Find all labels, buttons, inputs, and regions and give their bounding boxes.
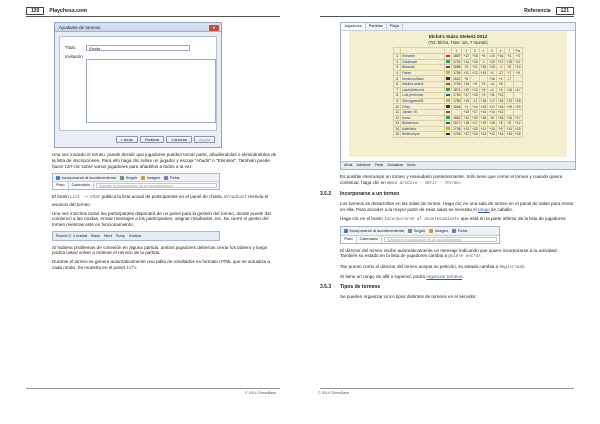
- result-cell: +7: [505, 70, 514, 76]
- image-icon: [429, 229, 433, 233]
- text: .: [136, 265, 138, 271]
- text: Los torneos se desarrollan en las salas de torneo. Haga clic en una sala de torneo en el panel de salas para entrar en ella. Para acceder a la mayor parte de esas salas se necesita el: [340, 200, 574, 212]
- text: Haga clic en el botón: [340, 215, 385, 221]
- result-cell: +11: [463, 70, 469, 75]
- player-name: Belneneum: [401, 121, 445, 127]
- result-cell: +18: [514, 98, 521, 103]
- sorry-button[interactable]: Sorry: [115, 233, 126, 239]
- result-cell: +10: [489, 126, 495, 131]
- result-cell: +10: [472, 87, 478, 92]
- event-toolbar: [52, 173, 220, 190]
- rank-cell: 8: [394, 93, 401, 99]
- tab-players[interactable]: Jugadores: [341, 23, 366, 30]
- result-cell: =1: [488, 87, 497, 93]
- header-title: Referencia: [524, 7, 551, 14]
- crosstable-title: Elch4's Suizo Stelenz 2012: [428, 34, 488, 39]
- rank-cell: 1: [394, 54, 401, 60]
- column-header: 2: [462, 48, 471, 54]
- tab-playa[interactable]: Pláya: [387, 23, 404, 30]
- follow-button[interactable]: [120, 175, 137, 180]
- text: El director del torneo recibe automáticamente un mensaje indicando que quiere incorporarse a la actividad. También su estado en la lista de jugadores cambia a: [340, 247, 558, 259]
- header-rule: [320, 16, 574, 17]
- title-row: [65, 45, 190, 51]
- next-button[interactable]: Next: [103, 233, 112, 239]
- close-icon[interactable]: ✕: [209, 25, 219, 31]
- elo-cell: 1572: [453, 121, 461, 126]
- result-cell: +5: [513, 70, 522, 76]
- result-cell: +17: [463, 93, 470, 98]
- rank-cell: 2: [394, 59, 401, 65]
- rank-cell: 14: [395, 126, 400, 131]
- dialog-body: [59, 36, 217, 131]
- round-status: Round 2, 1 restart: [56, 233, 88, 239]
- result-cell: +6: [479, 54, 488, 60]
- result-cell: +10: [472, 132, 478, 137]
- result-cell: +13: [506, 98, 512, 103]
- join-icon: [56, 176, 60, 180]
- result-cell: +14: [497, 132, 504, 137]
- title-label: Título: [65, 45, 76, 51]
- result-cell: +1: [496, 76, 505, 82]
- result-cell: +11: [489, 93, 495, 98]
- text: reenvía el anuncio del torneo.: [52, 194, 269, 207]
- result-cell: +13: [463, 126, 470, 131]
- rank-cell: 11: [395, 110, 399, 115]
- result-cell: +16: [506, 87, 512, 92]
- text: de caballo.: [489, 206, 514, 212]
- page-content: [52, 22, 280, 276]
- toolbar-row: [341, 227, 499, 234]
- result-cell: +11: [472, 65, 478, 70]
- paragraph: [320, 174, 576, 187]
- text: El botón: [52, 194, 71, 200]
- rank-cell: 12: [395, 115, 400, 120]
- dialog-titlebar: [55, 23, 221, 32]
- column-header: 7: [505, 48, 514, 54]
- result-cell: +3: [505, 54, 514, 60]
- text: Tan pronto como el director del torneo acepta su petición, su estado cambia a: [340, 263, 500, 269]
- player-name: Jordan 15: [401, 109, 445, 115]
- flag-icon: [446, 111, 450, 114]
- player-name: Bellerumpre: [401, 132, 445, 138]
- profile-icon: [164, 176, 168, 180]
- elo-cell: 1706: [453, 82, 461, 87]
- profile-label: Ficha: [169, 174, 180, 180]
- result-cell: +20: [472, 126, 478, 131]
- flag-icon: [446, 88, 450, 91]
- tournament-wizard-dialog: [54, 22, 222, 148]
- result-cell: =3: [488, 81, 497, 87]
- request-input[interactable]: Solicitar la incorporación en un acontecimiento: [384, 237, 497, 242]
- result-cell: -17: [498, 70, 503, 75]
- player-name: Fritzy: [401, 104, 445, 110]
- section-number: 3.5.3: [320, 284, 332, 291]
- crosstable: [393, 47, 522, 138]
- text: Durante el torneo se genera automáticamente una tabla de resultados en formato HTML que se actualiza a cada ronda. Se muestra en el panel: [52, 259, 270, 271]
- result-cell: +5: [505, 65, 514, 71]
- flag-icon: [446, 133, 450, 136]
- player-name: Luis-performer: [401, 93, 445, 99]
- toolbar-tabs: [53, 181, 219, 189]
- rank-cell: 7: [394, 87, 401, 93]
- code-text: Broadcast: [224, 196, 247, 201]
- paragraph: [52, 259, 280, 272]
- table-row: [394, 132, 522, 138]
- paragraph: [320, 248, 576, 261]
- result-cell: +12: [497, 93, 504, 98]
- profile-button[interactable]: [164, 175, 179, 180]
- cancel-button[interactable]: Cancelar: [166, 136, 192, 143]
- section-title: Incorporarse a un torneo: [340, 191, 400, 198]
- result-cell: +19: [506, 104, 512, 109]
- result-cell: +18: [472, 54, 478, 59]
- player-name: Maibilistic: [401, 126, 445, 132]
- flag-icon: [446, 105, 450, 108]
- elo-cell: 1862: [453, 115, 461, 120]
- result-cell: +3: [496, 87, 505, 93]
- page-header: [26, 6, 280, 16]
- result-cell: +17: [497, 59, 504, 64]
- forward-button[interactable]: Adelante: [356, 163, 371, 168]
- result-cell: =7: [505, 76, 514, 82]
- result-cell: +16: [506, 115, 512, 120]
- dialog-buttons: [116, 136, 215, 143]
- result-cell: +13: [463, 110, 470, 115]
- join-event-label: Incorporarse al acontecimiento: [349, 228, 405, 234]
- result-cell: +8: [496, 81, 505, 87]
- result-cell: +9: [496, 126, 505, 132]
- join-event-label: Incorporarse al acontecimiento: [61, 174, 117, 180]
- flag-icon: [446, 83, 450, 86]
- back-button[interactable]: Back: [91, 233, 100, 239]
- result-cell: +16: [489, 76, 495, 81]
- header-title: Playchess.com: [49, 7, 87, 14]
- join-event-button[interactable]: [56, 175, 116, 180]
- page-number: 121: [556, 7, 574, 15]
- invitation-row: [65, 54, 83, 59]
- tab-plato[interactable]: Plato: [53, 182, 69, 189]
- finish-button[interactable]: Finalizar: [140, 136, 165, 143]
- result-cell: +2: [479, 81, 488, 87]
- round-control-bar: [52, 231, 220, 240]
- rank-cell: 6: [394, 81, 401, 87]
- footer-rule: [320, 388, 574, 389]
- help-button[interactable]: Ayuda: [194, 136, 215, 143]
- flag-icon: [446, 116, 450, 119]
- profile-button[interactable]: [452, 228, 467, 233]
- result-cell: +14: [463, 59, 470, 64]
- rank-cell: 10: [395, 104, 400, 109]
- result-cell: +15: [463, 82, 470, 87]
- home-button[interactable]: Inicio: [407, 163, 416, 168]
- text: .: [462, 274, 464, 280]
- paragraph: Una vez inscritos todos los participantes dispondrá de un panel para la gestión del torneo, donde puede dar comienzo a las rondas, enviar mensajes a los participantes, asignar resultados, etc. No cierre el gestor del torneo mientras esté en funcionamiento.: [52, 210, 272, 228]
- elo-cell: 1780: [453, 98, 461, 103]
- follow-label: Seguir: [413, 228, 426, 234]
- flag-icon: [446, 77, 450, 80]
- flag-cell: [445, 132, 452, 138]
- join-event-button[interactable]: [344, 228, 404, 233]
- section-heading: [320, 191, 576, 198]
- result-cell: =10: [489, 54, 495, 59]
- result-cell: +6: [505, 121, 514, 127]
- elo-cell: 1846: [453, 104, 461, 109]
- result-cell: +17: [472, 121, 478, 126]
- result-cell: +10: [463, 115, 470, 120]
- paragraph: [320, 216, 576, 223]
- page-footer: © 2014 ChessBase: [318, 391, 350, 396]
- result-cell: +15: [480, 104, 487, 109]
- follow-icon: [120, 176, 124, 180]
- flag-icon: [446, 94, 450, 97]
- rank-cell: 3: [394, 65, 401, 71]
- follow-button[interactable]: [408, 228, 425, 233]
- player-name: Fisher: [401, 70, 445, 76]
- result-cell: +5: [462, 76, 471, 82]
- tab-calendar[interactable]: Calendario: [69, 182, 94, 189]
- paragraph: [320, 274, 576, 280]
- paragraph: [320, 264, 576, 271]
- section-title: Tipos de torneos: [340, 284, 381, 291]
- elo-cell: 1755: [453, 70, 461, 75]
- column-header: 1: [452, 48, 462, 54]
- crosstable-tabs: [341, 23, 575, 31]
- elo-cell: 1705: [453, 132, 461, 137]
- result-cell: +18: [463, 121, 470, 126]
- result-cell: +18: [497, 104, 504, 109]
- table-row: [394, 98, 522, 104]
- code-text: Quiere entrar.: [448, 255, 484, 260]
- result-cell: +12: [489, 132, 495, 137]
- result-cell: +14: [489, 110, 495, 115]
- result-cell: =17: [514, 87, 521, 92]
- code-text: menú archivo · Abrir · Torneo.: [387, 181, 463, 186]
- join-icon: [344, 229, 348, 233]
- crosstable-subtitle: (TD: Elch4, Time: 1m, 7 rounds): [428, 39, 488, 45]
- elo-cell: 1622: [453, 76, 461, 81]
- text: publica la lista actual de participantes en el panel de charla.: [100, 194, 225, 200]
- rank-cell: 5: [394, 76, 401, 82]
- text: que está en la parte inferior de la lista de jugadores:: [459, 215, 567, 221]
- result-cell: +16: [480, 98, 487, 103]
- result-cell: +17: [489, 104, 495, 109]
- result-cell: -1: [479, 59, 488, 65]
- result-cell: +6: [488, 115, 497, 121]
- tab-plato[interactable]: Plato: [341, 236, 357, 243]
- crosstable-window: [340, 22, 576, 170]
- refresh-button[interactable]: Actualizar: [387, 163, 404, 168]
- result-cell: +12: [497, 110, 504, 115]
- result-cell: +15: [514, 126, 521, 131]
- right-page: [300, 0, 600, 424]
- paragraph: Si hubiera problemas de conexión en alguna partida, ambos jugadores deberían cerrar los tablero y luego podría usted volver a ordenar el reinicio de la partida.: [52, 244, 268, 256]
- rank-cell: 4: [394, 70, 401, 76]
- text: Es posible interrumpir un torneo y reanudarlo posteriormente. Sólo tiene que cerrar el torneo y cuando quiera continuar, haga clic en: [340, 174, 563, 185]
- follow-label: Seguir: [125, 174, 138, 180]
- elo-cell: 1738: [453, 126, 461, 131]
- player-name: Martina ardent: [401, 81, 445, 87]
- result-cell: +9: [471, 81, 480, 87]
- tab-games[interactable]: Partidas: [366, 23, 387, 30]
- result-cell: +5: [479, 87, 488, 93]
- code-text: Incorporarse al acontecimiento: [384, 217, 460, 222]
- player-name: MonticnuStack: [401, 76, 445, 82]
- result-cell: +8: [496, 121, 505, 127]
- result-cell: +17: [463, 54, 470, 59]
- event-toolbar: [340, 226, 500, 243]
- column-header: 4: [479, 48, 488, 54]
- column-header: 6: [496, 48, 505, 54]
- result-cell: +17: [463, 132, 470, 137]
- table-row: [394, 93, 522, 99]
- result-cell: +12: [472, 70, 478, 75]
- tab-calendar[interactable]: Calendario: [357, 236, 382, 243]
- paragraph: Se pueden organizar cinco tipos distintos de torneos en el servidor:: [340, 293, 477, 299]
- code-text: Info: [126, 267, 137, 272]
- footer-rule: [26, 388, 280, 389]
- player-name: Goldbaum: [401, 59, 445, 65]
- crosstable-body: [394, 54, 522, 138]
- result-cell: +3: [462, 65, 471, 71]
- flag-icon: [446, 71, 450, 74]
- image-label: Imagen: [434, 228, 449, 234]
- rank-cell: 9: [394, 98, 401, 104]
- flag-icon: [446, 55, 450, 58]
- result-cell: +19: [480, 121, 487, 126]
- rank-cell: 13: [395, 121, 400, 126]
- result-cell: -1: [496, 65, 505, 71]
- invitation-textarea[interactable]: [86, 59, 216, 123]
- result-cell: +17: [514, 115, 521, 120]
- flag-icon: [446, 66, 450, 69]
- flag-icon: [446, 60, 450, 63]
- result-cell: +20: [514, 104, 521, 109]
- dialog-title: Ayudante de torneos: [59, 25, 101, 30]
- result-cell: +11: [515, 59, 521, 64]
- result-cell: +16: [472, 93, 478, 98]
- section-number: 3.5.2: [320, 191, 332, 198]
- follow-icon: [408, 229, 412, 233]
- result-cell: +1: [488, 70, 497, 76]
- request-input[interactable]: Solicitar la incorporación en un acontecimiento: [96, 183, 217, 188]
- result-cell: +13: [480, 132, 487, 137]
- result-cell: +15: [480, 65, 487, 70]
- both-button[interactable]: Ambos: [129, 233, 142, 239]
- column-header: Pts: [515, 48, 521, 53]
- result-cell: +15: [497, 115, 504, 120]
- player-name: Strongpawn05: [401, 98, 445, 104]
- result-cell: +19: [463, 87, 470, 92]
- result-cell: +16: [480, 115, 487, 120]
- image-button[interactable]: [429, 228, 448, 233]
- result-cell: +15: [489, 121, 495, 126]
- result-cell: +13: [489, 65, 495, 70]
- table-row: [394, 59, 522, 65]
- result-cell: +16: [497, 54, 504, 59]
- crosstable-panel: [349, 31, 567, 157]
- player-name: Blanmax: [401, 65, 445, 71]
- result-cell: +19: [506, 59, 512, 64]
- paragraph: [52, 194, 280, 207]
- result-cell: +16: [497, 98, 504, 103]
- result-cell: +16: [472, 59, 478, 64]
- back-button[interactable]: < Atrás: [116, 136, 138, 143]
- page-number: 120: [26, 7, 44, 15]
- elo-cell: 1871: [453, 87, 461, 92]
- result-cell: +14: [506, 126, 512, 131]
- page-footer: © 2014 ChessBase: [244, 391, 276, 396]
- elo-cell: 1688: [453, 65, 461, 70]
- back-button[interactable]: Atrás: [344, 163, 353, 168]
- result-cell: +17: [472, 110, 478, 115]
- profile-label: Ficha: [457, 228, 468, 234]
- toolbar-row: [53, 174, 219, 181]
- elo-cell: 1753: [453, 93, 461, 98]
- image-button[interactable]: [141, 175, 160, 180]
- result-cell: +11: [480, 126, 487, 131]
- result-cell: +19: [463, 98, 470, 103]
- header-rule: [26, 16, 280, 17]
- result-cell: +19: [480, 70, 487, 75]
- image-label: Imagen: [146, 174, 161, 180]
- rank-cell: 15: [395, 132, 400, 137]
- result-cell: +4: [513, 54, 522, 60]
- flag-icon: [446, 127, 450, 130]
- profile-icon: [452, 229, 456, 233]
- stop-button[interactable]: Parar: [374, 163, 384, 168]
- page-header: [320, 6, 574, 16]
- result-cell: +12: [514, 121, 521, 126]
- result-cell: +20: [472, 115, 478, 120]
- result-cell: +10: [480, 110, 487, 115]
- result-cell: +10: [514, 65, 521, 70]
- flag-icon: [446, 99, 450, 102]
- result-cell: +16: [514, 132, 521, 137]
- image-icon: [141, 176, 145, 180]
- column-header: 5: [488, 48, 497, 54]
- result-cell: +10: [489, 59, 495, 64]
- player-name: Irvmo: [401, 115, 445, 121]
- code-text: List -> Chat: [70, 196, 101, 201]
- result-cell: -17: [472, 98, 478, 103]
- flag-icon: [446, 122, 450, 125]
- page-content: [320, 22, 576, 303]
- player-name: LaszloWeinerA: [401, 87, 445, 93]
- rank-link[interactable]: rango: [477, 206, 490, 212]
- result-cell: +17: [489, 98, 495, 103]
- result-cell: +15: [506, 132, 512, 137]
- section-heading: [320, 284, 576, 291]
- elo-cell: 1730: [453, 59, 461, 64]
- code-text: Registrado.: [499, 265, 527, 270]
- organize-link[interactable]: organizar torneos: [426, 274, 463, 280]
- paragraph: Una vez iniciado el torneo, puede decidir que jugadores pueden tomar parte, añadiéndolos o eliminándolos de la lista de inscripciones. Para ello haga clic sobre un jugador y escoja "Añadir" o "Eliminar". También puede hacer Ctrl-clic sobre varios jugadores para añadirlos a todos a la vez.: [52, 152, 277, 169]
- result-cell: +3: [479, 93, 488, 99]
- player-name: Elcharlie: [401, 54, 445, 60]
- result-cell: +1: [462, 104, 471, 110]
- browser-bar: [341, 161, 575, 169]
- text: Si tiene un rango de alfil o superior, podrá: [340, 274, 427, 280]
- column-header: 3: [471, 48, 480, 54]
- toolbar-tabs: [341, 235, 499, 243]
- table-row: [394, 54, 522, 60]
- invitation-label: Invitación: [65, 54, 83, 59]
- paragraph: [320, 201, 576, 213]
- elo-cell: 1887: [453, 54, 461, 59]
- result-cell: +14: [472, 104, 478, 109]
- title-input[interactable]: Rosita: [86, 45, 190, 51]
